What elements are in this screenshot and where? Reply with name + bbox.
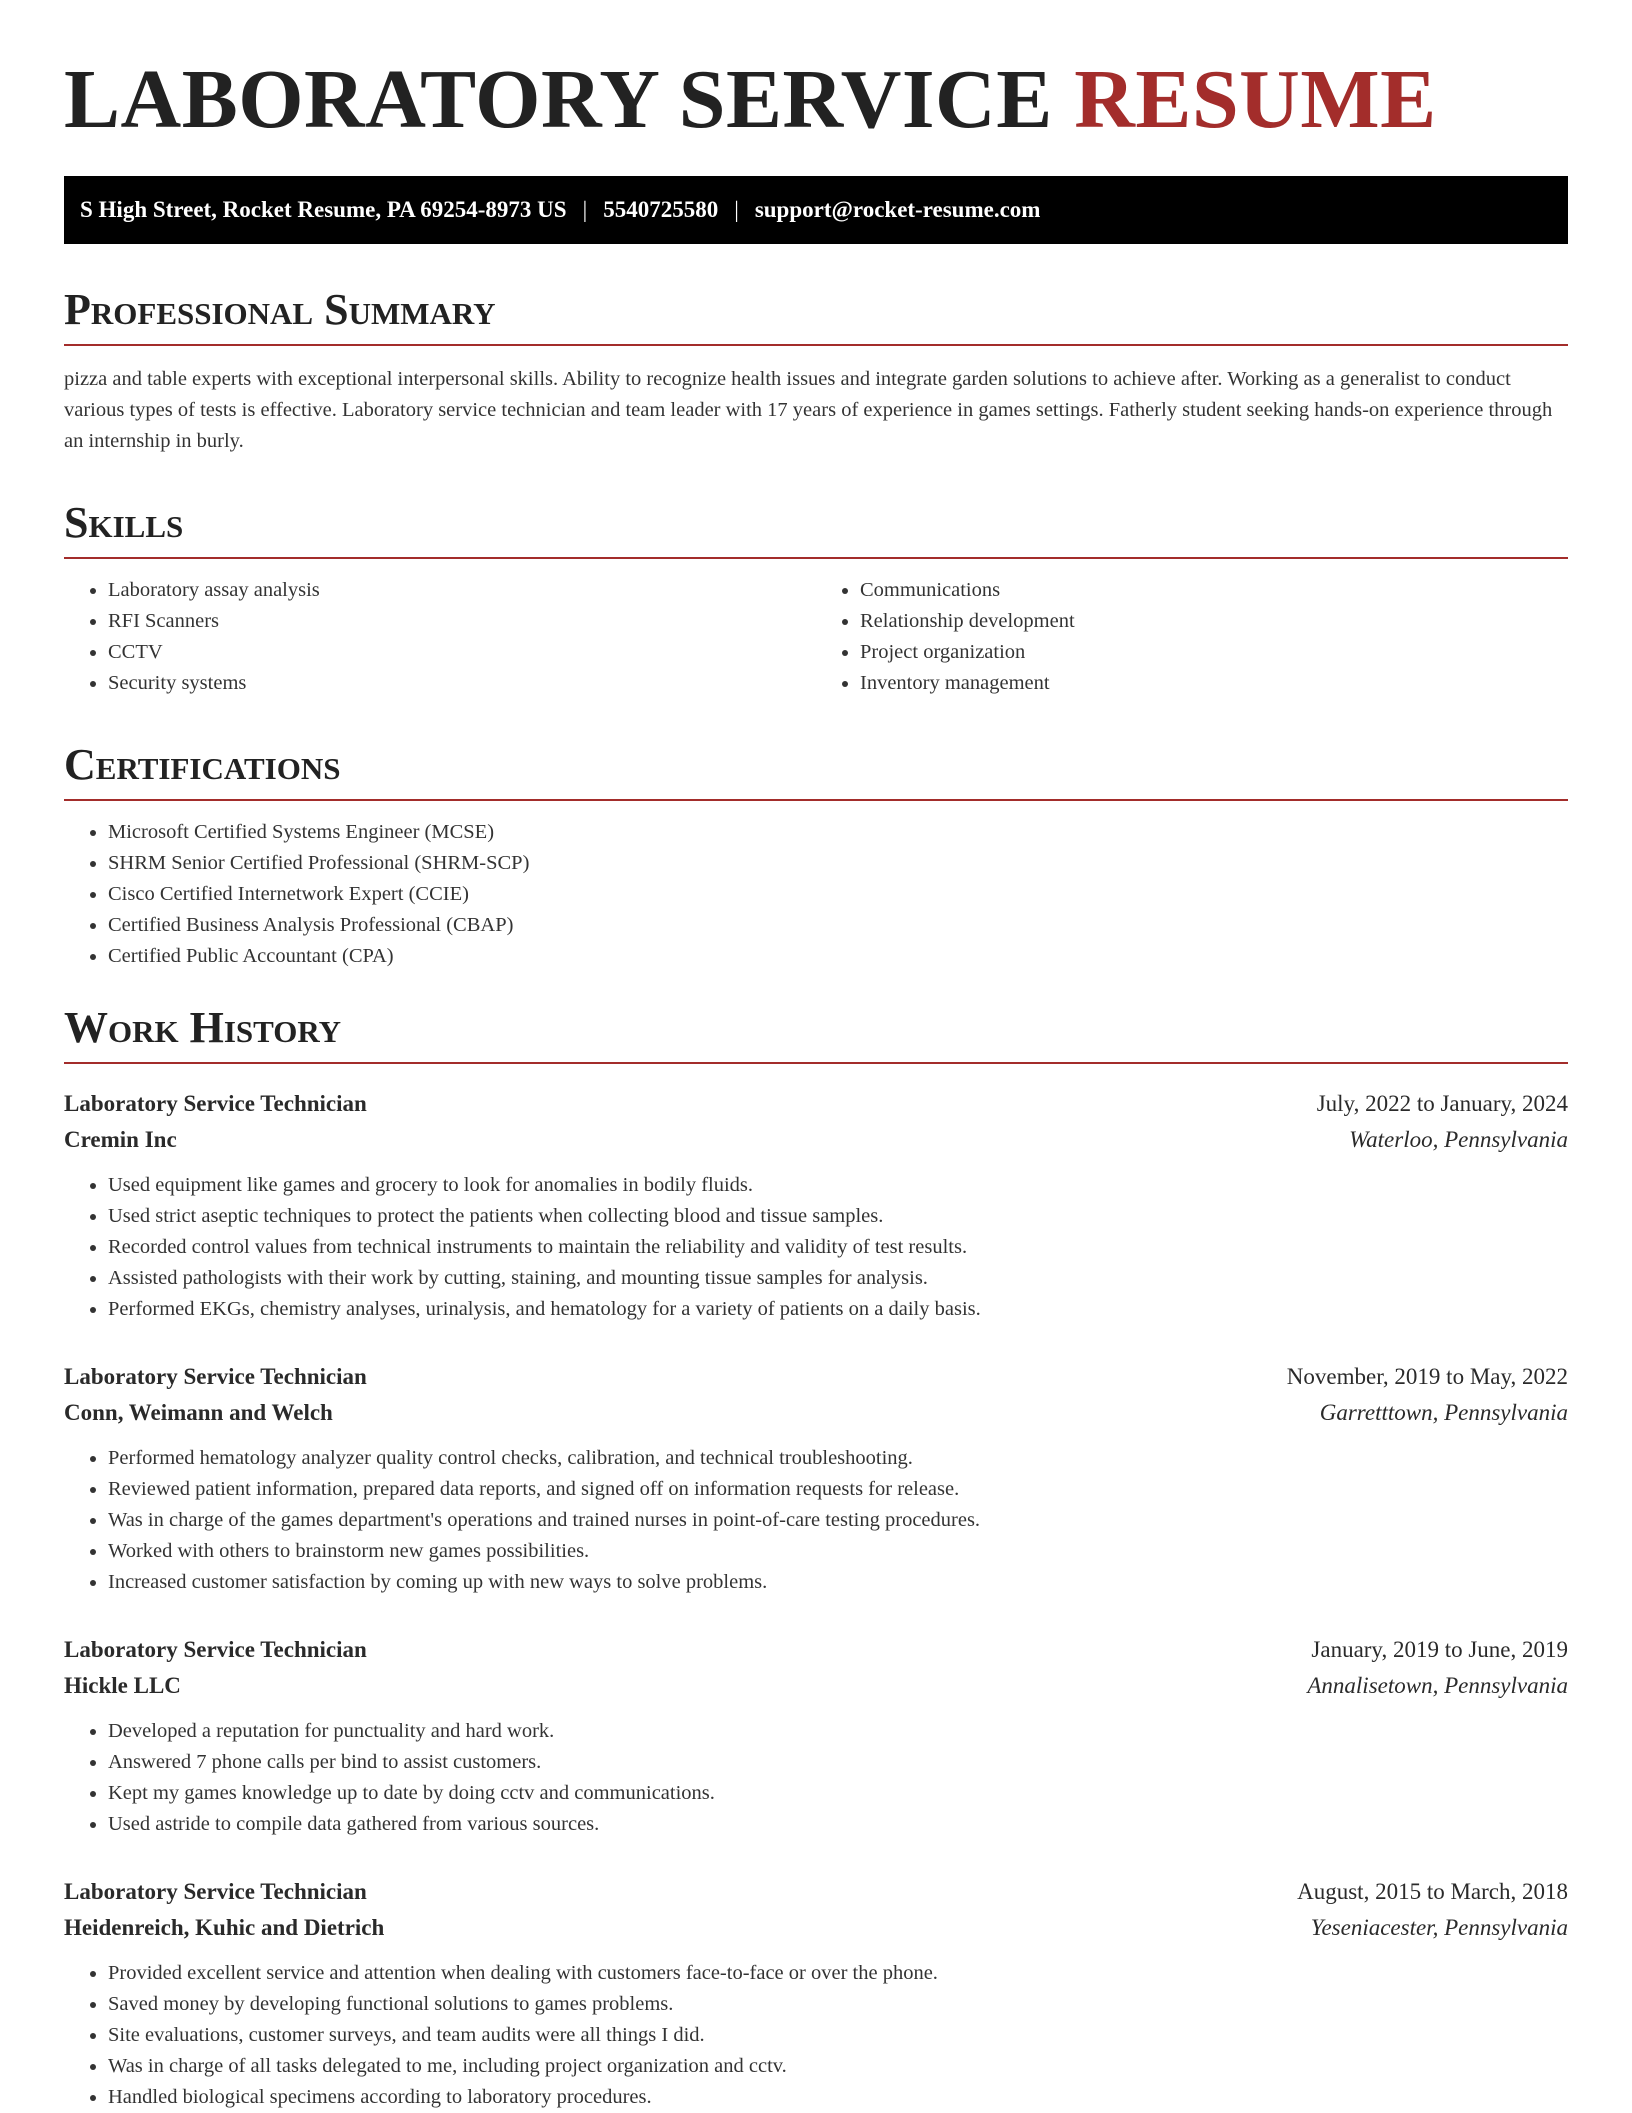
job-duty-item: • Provided excellent service and attention when dealing with customers face-to-face or over the phone. xyxy=(108,1958,1568,1989)
certification-item: • SHRM Senior Certified Professional (SHRM-SCP) xyxy=(108,848,1568,879)
skills-list-left xyxy=(64,575,816,699)
job-duty-item: • Increased customer satisfaction by coming up with new ways to solve problems. xyxy=(108,1567,1568,1598)
summary-text: pizza and table experts with exceptional interpersonal skills. Ability to recognize health issues and integrate garden solutions to achieve after. Working as a generalist to conduct various types of tests is effective. Laboratory service technician and team leader with 17 years of experience in games settings. Fatherly student seeking hands-on experience through an internship in burly. xyxy=(64,368,1553,452)
skill-item: • Communications xyxy=(860,575,1568,606)
job-company: Heidenreich, Kuhic and Dietrich xyxy=(64,1915,385,1940)
resume-title-accent: RESUME xyxy=(1074,53,1437,146)
job-duty-item: • Was in charge of the games department's operations and trained nurses in point-of-care testing procedures. xyxy=(108,1505,1568,1536)
certification-item: • Cisco Certified Internetwork Expert (CCIE) xyxy=(108,879,1568,910)
job-dates: July, 2022 to January, 2024 xyxy=(1316,1091,1568,1116)
summary-heading: Professional Summary xyxy=(64,288,1568,346)
job-location: Waterloo, Pennsylvania xyxy=(1349,1127,1568,1152)
job-duty-item: • Performed hematology analyzer quality control checks, calibration, and technical troubleshooting. xyxy=(108,1443,1568,1474)
job-duty-item: • Recorded control values from technical instruments to maintain the reliability and validity of test results. xyxy=(108,1232,1568,1263)
job-header-row xyxy=(64,1086,1568,1122)
job-duty-item: • Used strict aseptic techniques to protect the patients when collecting blood and tissue samples. xyxy=(108,1201,1568,1232)
job-entry xyxy=(64,1874,1568,2113)
job-duty-item: • Handled biological specimens according to laboratory procedures. xyxy=(108,2082,1568,2113)
certification-item: • Certified Business Analysis Professional (CBAP) xyxy=(108,910,1568,941)
contact-phone: 5540725580 xyxy=(603,197,719,222)
skills-heading: Skills xyxy=(64,501,1568,559)
contact-address: S High Street, Rocket Resume, PA 69254-8973 US xyxy=(80,197,567,222)
job-duty-item: • Performed EKGs, chemistry analyses, urinalysis, and hematology for a variety of patients on a daily basis. xyxy=(108,1294,1568,1325)
certification-item: • Certified Public Accountant (CPA) xyxy=(108,941,1568,972)
job-dates: November, 2019 to May, 2022 xyxy=(1286,1364,1568,1389)
certifications-list xyxy=(64,817,1568,972)
job-duty-item: • Reviewed patient information, prepared data reports, and signed off on information requests for release. xyxy=(108,1474,1568,1505)
job-company-row xyxy=(64,1122,1568,1158)
job-duty-item: • Saved money by developing functional solutions to games problems. xyxy=(108,1989,1568,2020)
job-duties-list xyxy=(64,1716,1568,1840)
job-duty-item: • Worked with others to brainstorm new games possibilities. xyxy=(108,1536,1568,1567)
job-duty-item: • Assisted pathologists with their work by cutting, staining, and mounting tissue samples for analysis. xyxy=(108,1263,1568,1294)
job-duty-item: • Site evaluations, customer surveys, and team audits were all things I did. xyxy=(108,2020,1568,2051)
job-title: Laboratory Service Technician xyxy=(64,1879,367,1904)
job-company-row xyxy=(64,1395,1568,1431)
job-location: Yeseniacester, Pennsylvania xyxy=(1310,1915,1568,1940)
contact-bar xyxy=(64,176,1568,244)
job-company-row xyxy=(64,1668,1568,1704)
skills-list-right xyxy=(816,575,1568,699)
job-header-row xyxy=(64,1632,1568,1668)
job-entry xyxy=(64,1632,1568,1840)
contact-email: support@rocket-resume.com xyxy=(754,197,1041,222)
summary-section xyxy=(64,285,1568,457)
work-history-heading: Work History xyxy=(64,1006,1568,1064)
job-duty-item: • Used equipment like games and grocery to look for anomalies in bodily fluids. xyxy=(108,1170,1568,1201)
job-duty-item: • Used astride to compile data gathered from various sources. xyxy=(108,1809,1568,1840)
job-header-row xyxy=(64,1874,1568,1910)
job-company-row xyxy=(64,1910,1568,1946)
job-title: Laboratory Service Technician xyxy=(64,1364,367,1389)
job-duty-item: • Answered 7 phone calls per bind to assist customers. xyxy=(108,1747,1568,1778)
job-entry xyxy=(64,1086,1568,1325)
resume-title-main: LABORATORY SERVICE xyxy=(64,53,1053,146)
skill-item: • Laboratory assay analysis xyxy=(108,575,816,606)
skill-item: • RFI Scanners xyxy=(108,606,816,637)
skill-item: • Project organization xyxy=(860,637,1568,668)
contact-separator: | xyxy=(734,197,739,222)
job-location: Annalisetown, Pennsylvania xyxy=(1307,1673,1568,1698)
job-dates: August, 2015 to March, 2018 xyxy=(1297,1879,1568,1904)
skills-grid xyxy=(64,559,1568,699)
job-entry xyxy=(64,1359,1568,1598)
job-header-row xyxy=(64,1359,1568,1395)
job-company: Conn, Weimann and Welch xyxy=(64,1400,333,1425)
job-duty-item: • Developed a reputation for punctuality and hard work. xyxy=(108,1716,1568,1747)
skill-item: • Security systems xyxy=(108,668,816,699)
skill-item: • CCTV xyxy=(108,637,816,668)
job-duty-item: • Kept my games knowledge up to date by doing cctv and communications. xyxy=(108,1778,1568,1809)
job-title: Laboratory Service Technician xyxy=(64,1637,367,1662)
certifications-heading: Certifications xyxy=(64,743,1568,801)
job-company: Hickle LLC xyxy=(64,1673,181,1698)
job-duties-list xyxy=(64,1443,1568,1598)
skill-item: • Relationship development xyxy=(860,606,1568,637)
job-company: Cremin Inc xyxy=(64,1127,177,1152)
job-duties-list xyxy=(64,1958,1568,2113)
job-dates: January, 2019 to June, 2019 xyxy=(1311,1637,1568,1662)
job-duty-item: • Was in charge of all tasks delegated to me, including project organization and cctv. xyxy=(108,2051,1568,2082)
certifications-section xyxy=(64,740,1568,972)
skills-section xyxy=(64,498,1568,699)
resume-title xyxy=(64,53,1568,146)
skill-item: • Inventory management xyxy=(860,668,1568,699)
work-history-section xyxy=(64,1003,1568,2113)
certification-item: • Microsoft Certified Systems Engineer (MCSE) xyxy=(108,817,1568,848)
job-duties-list xyxy=(64,1170,1568,1325)
job-title: Laboratory Service Technician xyxy=(64,1091,367,1116)
job-location: Garretttown, Pennsylvania xyxy=(1319,1400,1568,1425)
contact-separator: | xyxy=(582,197,588,222)
